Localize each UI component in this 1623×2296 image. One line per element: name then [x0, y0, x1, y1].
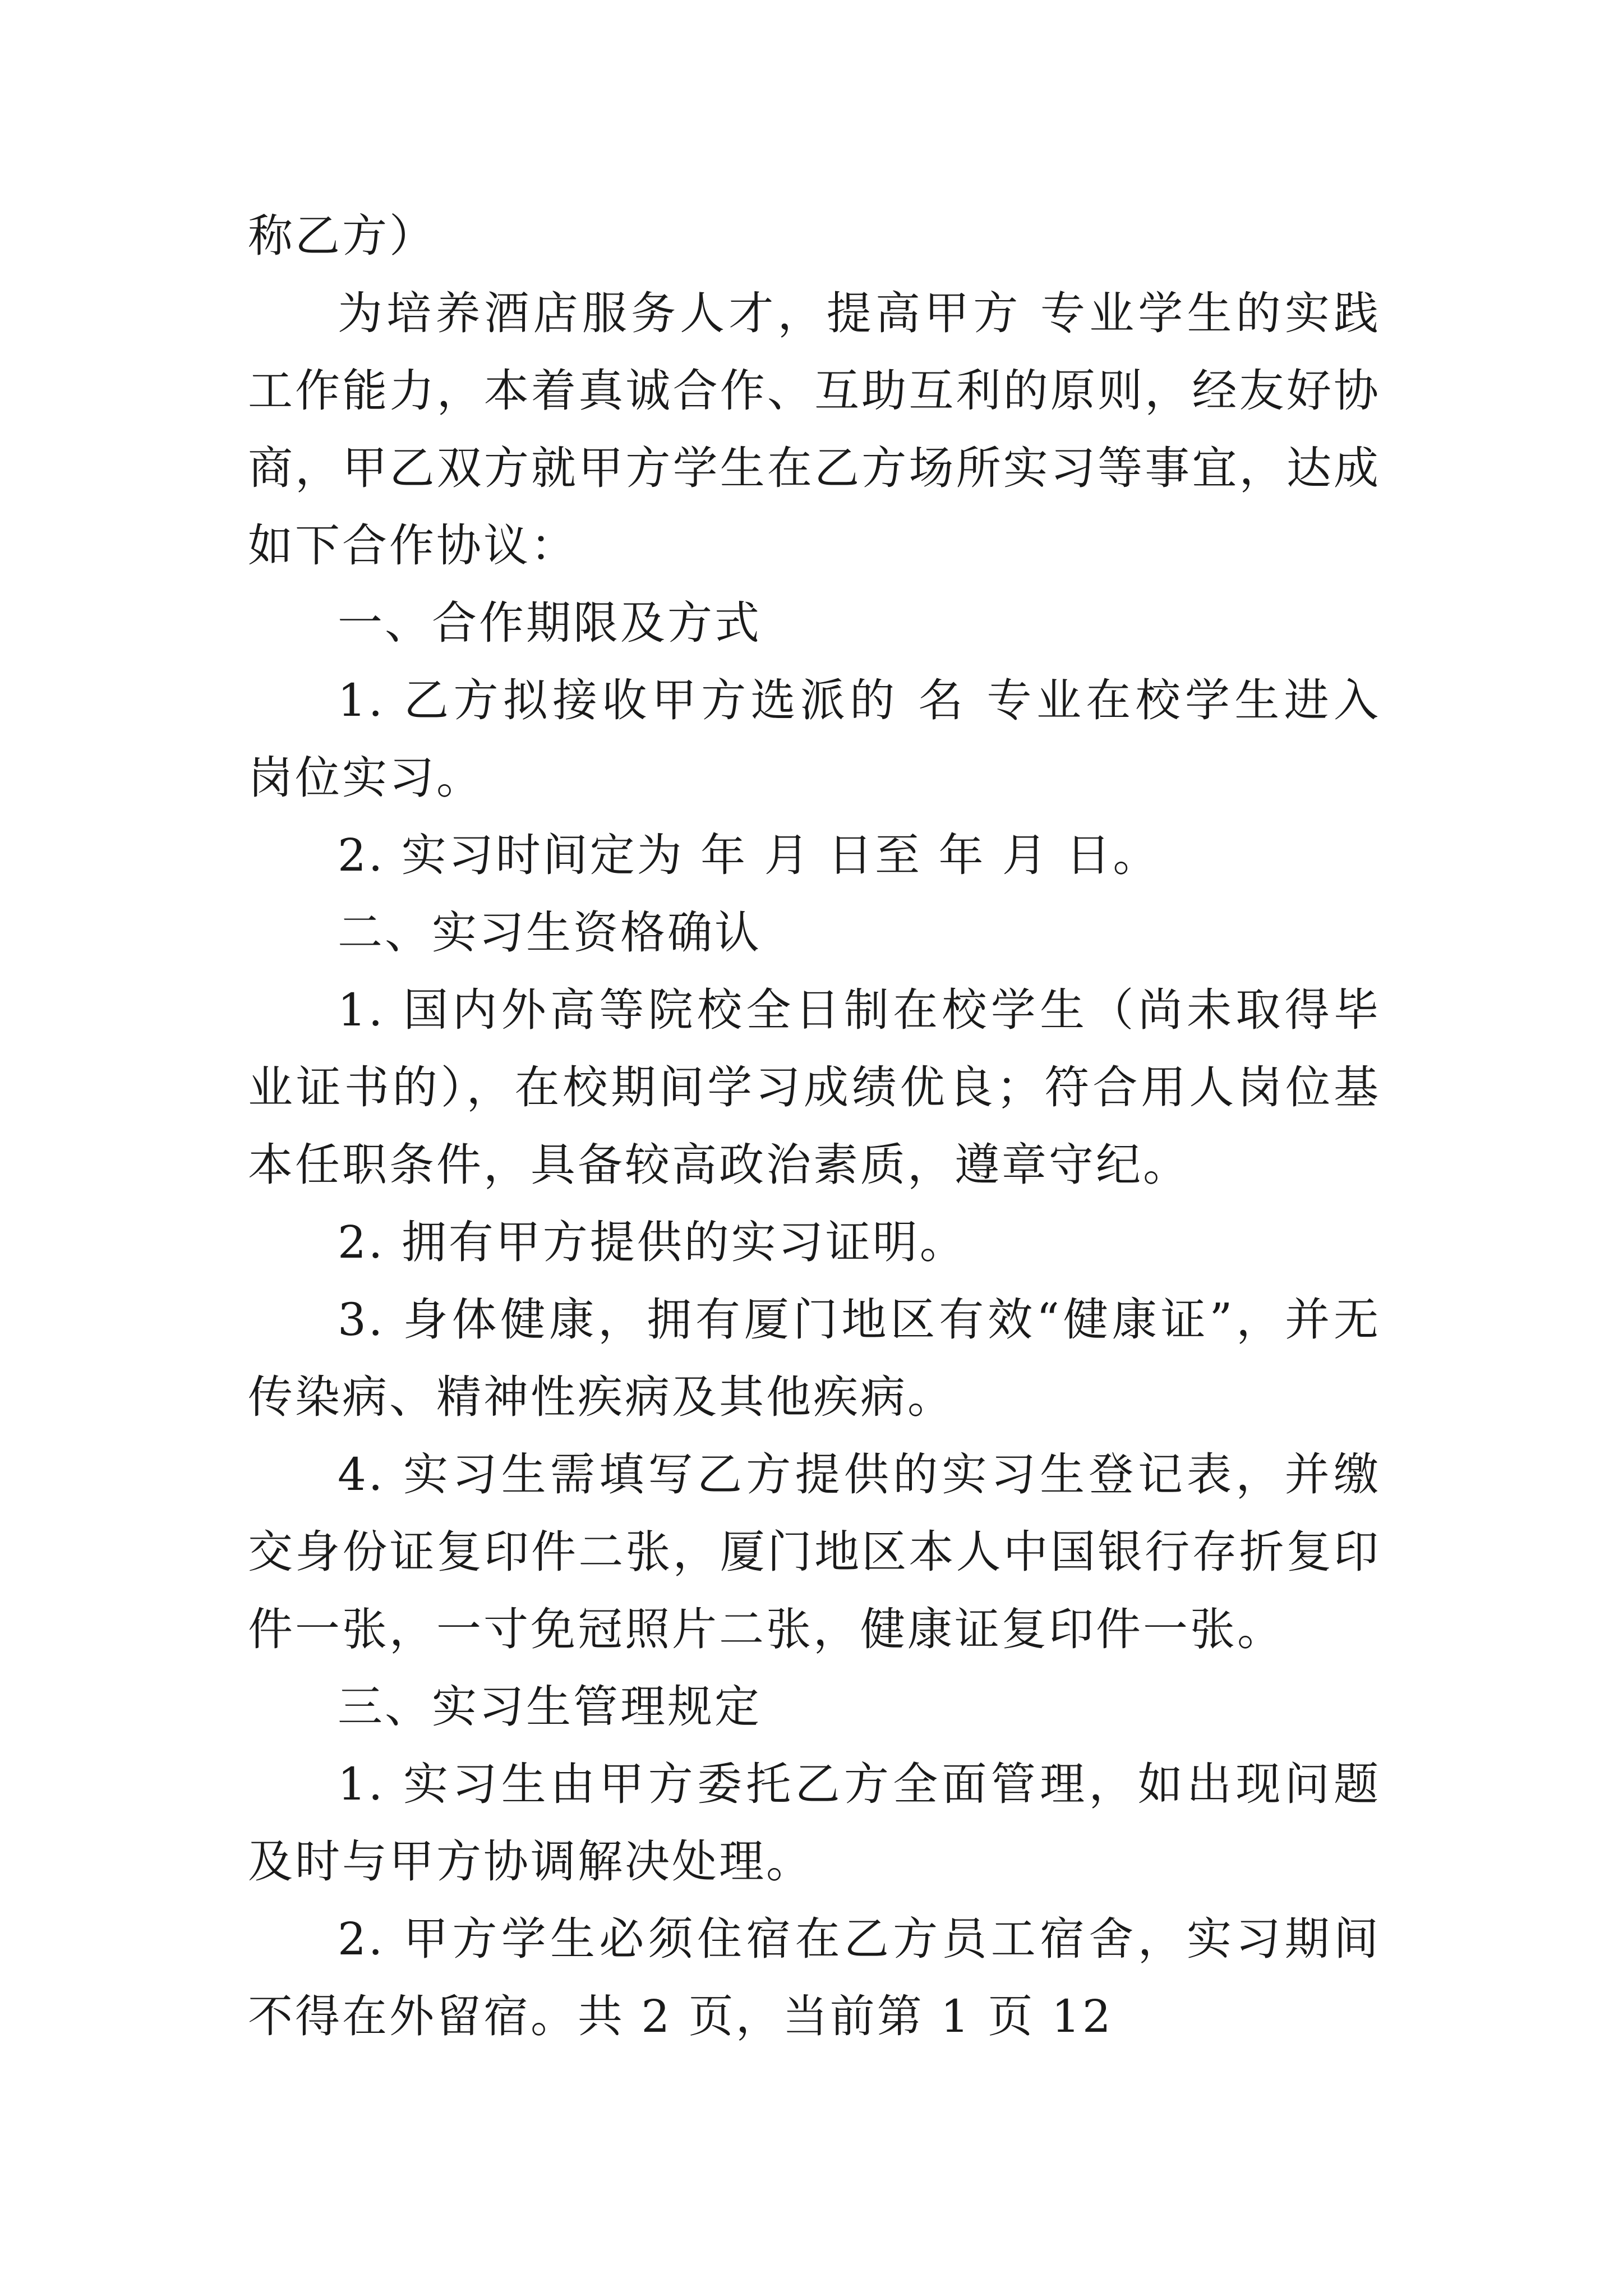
paragraph-preamble: 为培养酒店服务人才，提高甲方 专业学生的实践工作能力，本着真诚合作、互助互利的原则，经友好协商，甲乙双方就甲方学生在乙方场所实习等事宜，达成如下合作协议：: [248, 287, 1381, 572]
clause-1-2: 2. 实习时间定为 年 月 日至 年 月 日。: [338, 829, 1160, 881]
clause-2-4: 4. 实习生需填写乙方提供的实习生登记表，并缴交身份证复印件二张，厦门地区本人中国银行存折复印件一张，一寸免冠照片二张，健康证复印件一张。: [248, 1448, 1381, 1655]
paragraph-header-continuation: 称乙方）: [248, 210, 436, 262]
clause-2-3: 3. 身体健康，拥有厦门地区有效“健康证”，并无传染病、精神性疾病及其他疾病。: [248, 1294, 1381, 1423]
clause-3-2: 2. 甲方学生必须住宿在乙方员工宿舍，实习期间不得在外留宿。共 2 页，当前第 1 页 12: [248, 1913, 1381, 2042]
document-body: [248, 197, 1381, 2055]
clause-1-1: 1. 乙方拟接收甲方选派的 名 专业在校学生进入 岗位实习。: [248, 674, 1381, 804]
section-heading-1: 一、合作期限及方式: [338, 597, 762, 649]
section-heading-2: 二、实习生资格确认: [338, 907, 762, 959]
clause-2-2: 2. 拥有甲方提供的实习证明。: [338, 1216, 967, 1268]
clause-3-1: 1. 实习生由甲方委托乙方全面管理，如出现问题及时与甲方协调解决处理。: [248, 1758, 1381, 1888]
clause-2-1: 1. 国内外高等院校全日制在校学生（尚未取得毕业证书的），在校期间学习成绩优良；符合用人岗位基本任职条件，具备较高政治素质，遵章守纪。: [248, 984, 1381, 1191]
section-heading-3: 三、实习生管理规定: [338, 1681, 762, 1733]
